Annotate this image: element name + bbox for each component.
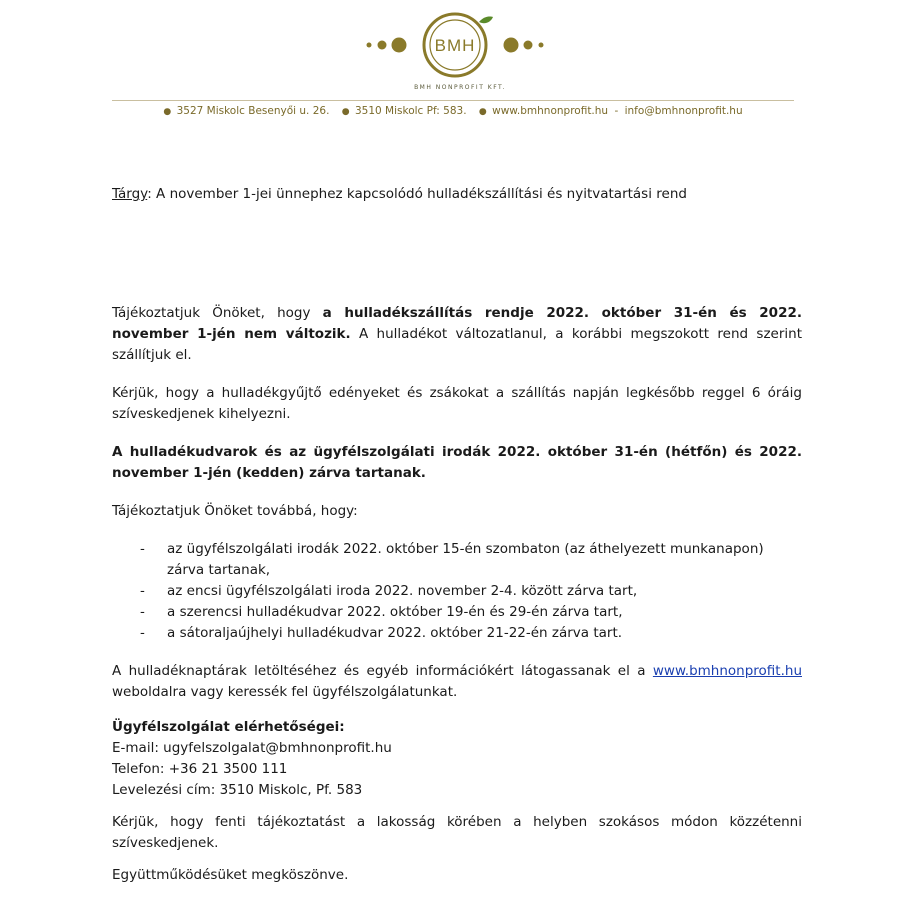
p1-bold: a hulladékszállítás rendje 2022. október 31-én és 2022. november 1-jén nem változik. <box>112 305 802 342</box>
list-item: - a sátoraljaújhelyi hulladékudvar 2022. október 21-22-én zárva tart. <box>140 625 623 641</box>
mail-icon: ● <box>341 107 350 117</box>
logo-dot-left-medium <box>378 41 387 50</box>
logo-dot-left-small <box>367 43 372 48</box>
logo-dot-left-large <box>392 38 407 53</box>
paragraph-bins-instruction: Kérjük, hogy a hulladékgyűjtő edényeket és zsákokat a szállítás napján legkésőbb reggel 6 óráig szíveskedjenek kihelyezni. <box>112 385 802 422</box>
contact-line <box>112 105 794 117</box>
paragraph-website-info: A hulladéknaptárak letöltéséhez és egyéb információkért látogassanak el a www.bmhnonprofit.hu weboldalra vagy keressék fel ügyfélszolgálatunkat. <box>112 663 802 700</box>
paragraph-collection-unchanged <box>112 303 802 366</box>
service-email: E-mail: ugyfelszolgalat@bmhnonprofit.hu <box>112 740 392 756</box>
list-item: - az encsi ügyfélszolgálati iroda 2022. november 2-4. között zárva tart, <box>140 583 638 599</box>
subject-line <box>112 186 687 202</box>
letter-body <box>112 303 802 886</box>
p1-rest: A hulladékot változatlanul, a korábbi megszokott rend szerint szállítjuk el. <box>112 326 802 363</box>
company-name-small: BMH NONPROFIT KFT. <box>414 84 506 91</box>
bmh-logo <box>360 8 550 84</box>
subject-text: A november 1-jei ünnephez kapcsolódó hulladékszállítási és nyitvatartási rend <box>151 186 687 202</box>
closures-list <box>112 539 802 644</box>
website-link[interactable]: www.bmhnonprofit.hu <box>652 663 802 679</box>
header-divider <box>112 100 794 101</box>
address-postal: 3510 Miskolc Pf: 583. <box>354 105 467 117</box>
logo-dot-right-large <box>504 38 519 53</box>
service-phone: Telefon: +36 21 3500 111 <box>112 761 288 777</box>
paragraph-offices-closed <box>112 442 802 484</box>
header-separator: - <box>614 105 619 117</box>
location-icon: ● <box>163 107 172 117</box>
p1-intro: Tájékoztatjuk Önöket, hogy <box>112 305 323 321</box>
service-postal: Levelezési cím: 3510 Miskolc, Pf. 583 <box>112 782 363 798</box>
service-heading: Ügyfélszolgálat elérhetőségei: <box>112 719 345 735</box>
letterhead <box>0 0 907 130</box>
subject-label: Tárgy <box>112 186 148 202</box>
logo-leaf-icon <box>479 17 493 24</box>
closing-line: Együttműködésüket megköszönve. <box>112 867 349 883</box>
header-website[interactable]: www.bmhnonprofit.hu <box>492 105 609 117</box>
header-email[interactable]: info@bmhnonprofit.hu <box>624 105 743 117</box>
subject-colon: : <box>147 186 152 202</box>
web-icon: ● <box>478 107 487 117</box>
p3-bold: A hulladékudvarok és az ügyfélszolgálati irodák 2022. október 31-én (hétfőn) és 2022. november 1-jén (kedden) zárva tartanak. <box>112 444 802 481</box>
paragraph-publish-request: Kérjük, hogy fenti tájékoztatást a lakosság körében a helyben szokásos módon közzétenni szíveskedjenek. <box>112 814 802 851</box>
list-item: - a szerencsi hulladékudvar 2022. október 19-én és 29-én zárva tart, <box>140 604 623 620</box>
address-street: 3527 Miskolc Besenyői u. 26. <box>176 105 330 117</box>
logo-dot-right-small <box>539 43 544 48</box>
list-item: - az ügyfélszolgálati irodák 2022. október 15-én szombaton (az áthelyezett munkanapon) zárva tartanak, <box>140 541 764 578</box>
logo-text: BMH <box>434 36 476 55</box>
paragraph-further-info: Tájékoztatjuk Önöket továbbá, hogy: <box>112 503 358 519</box>
logo-dot-right-medium <box>524 41 533 50</box>
